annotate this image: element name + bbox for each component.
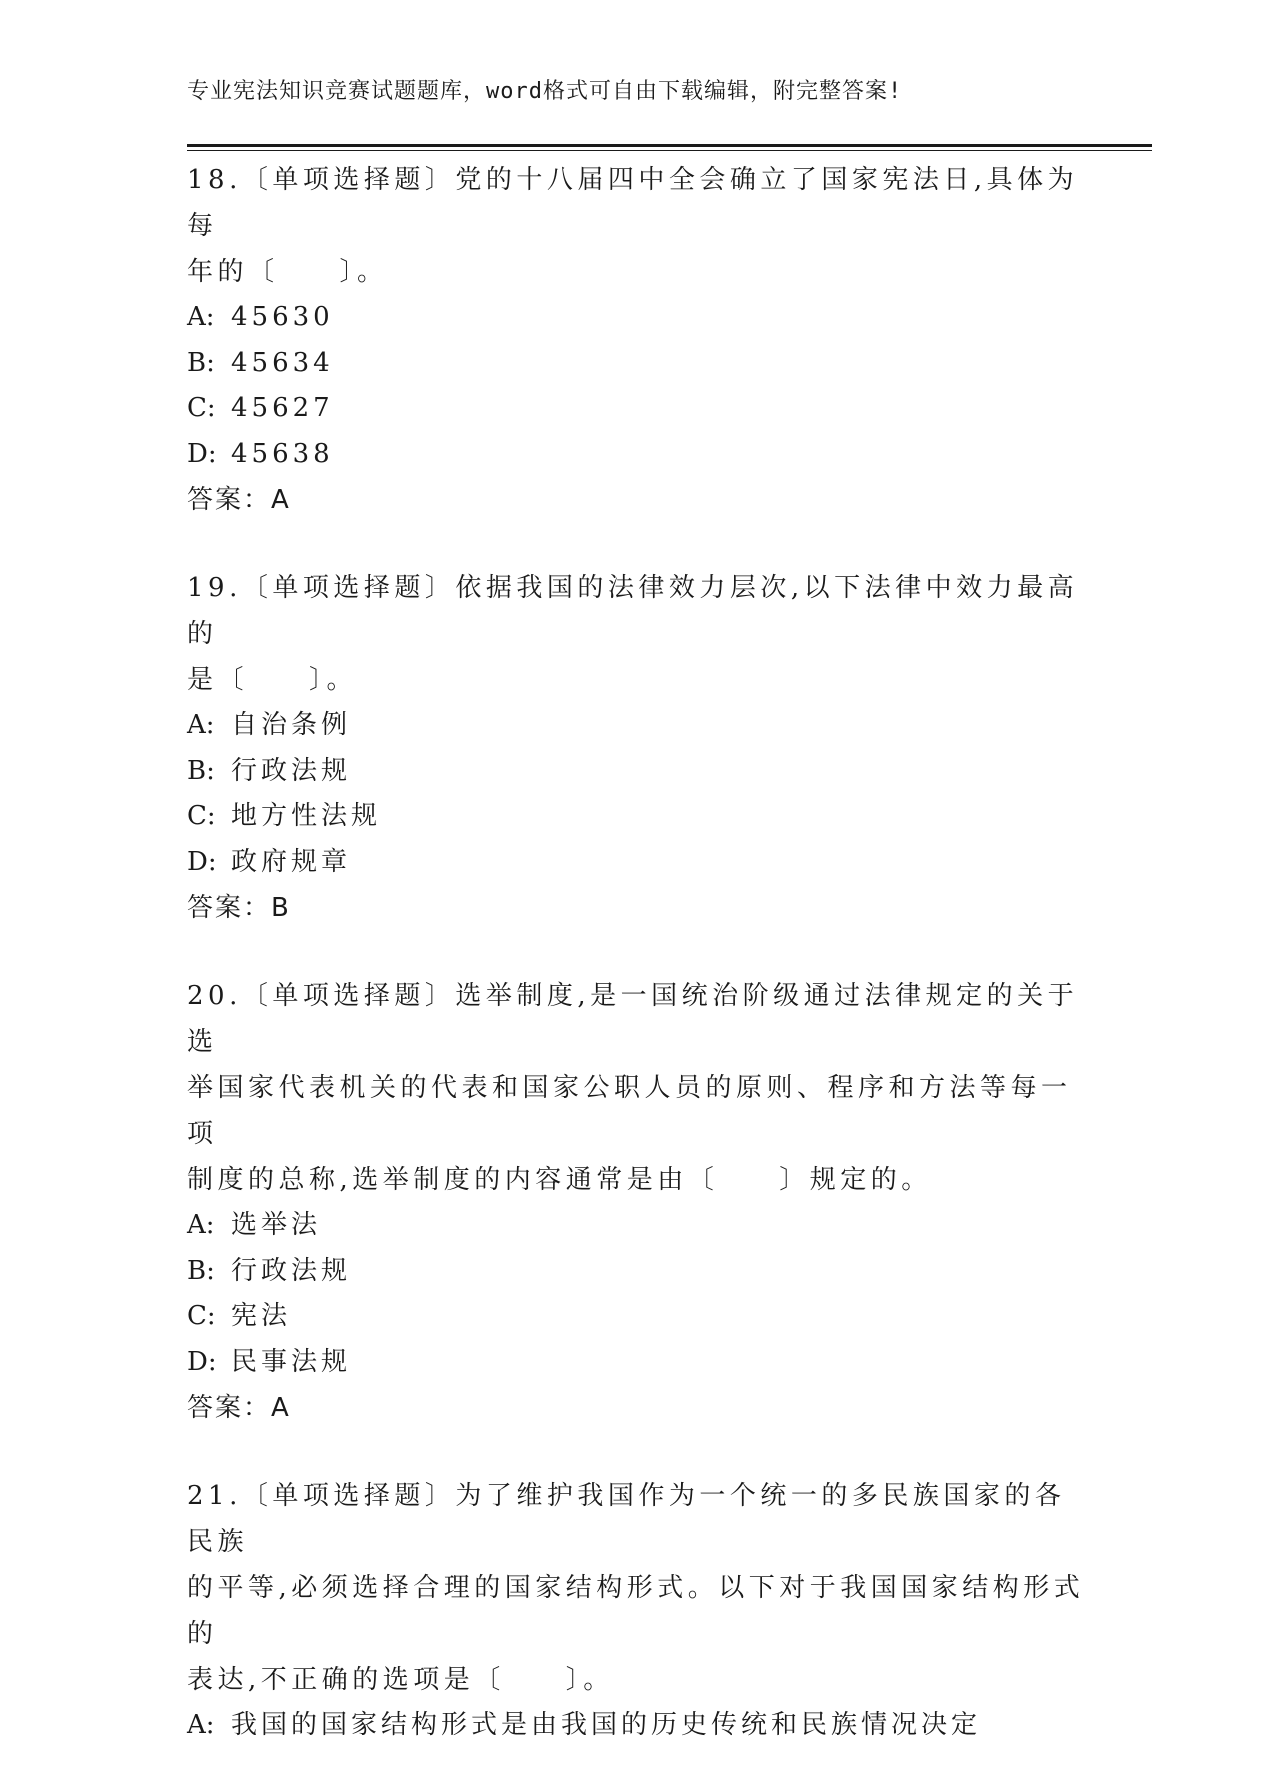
- option-text: 45630: [231, 302, 334, 332]
- answer-line: 答案：A: [187, 485, 291, 515]
- option-text: 45634: [231, 347, 334, 378]
- answer-option: [187, 432, 1087, 478]
- option-key: A:: [187, 302, 215, 332]
- option-text: 政府规章: [231, 846, 352, 877]
- question-stem-line: 的平等,必须选择合理的国家结构形式。以下对于我国国家结构形式的: [187, 1573, 1085, 1649]
- answer-option: [187, 386, 1087, 432]
- question-stem-line: 年的〔 〕。: [187, 257, 388, 287]
- question-stem-line: 是〔 〕。: [187, 665, 358, 695]
- question-block: [187, 973, 1087, 1431]
- answer-option: [187, 1203, 1087, 1249]
- question-stem-line: 举国家代表机关的代表和国家公职人员的原则、程序和方法等每一项: [187, 1073, 1072, 1149]
- answer-option: [187, 1294, 1087, 1340]
- answer-line: 答案：A: [187, 1393, 291, 1423]
- option-text: 自治条例: [231, 710, 352, 740]
- option-text: 民事法规: [231, 1346, 352, 1377]
- option-key: C:: [187, 801, 216, 831]
- answer-option: [187, 749, 1087, 795]
- question-stem-line: 制度的总称,选举制度的内容通常是由〔 〕规定的。: [187, 1165, 932, 1195]
- option-text: 行政法规: [231, 1255, 352, 1286]
- question-stem-line: 表达,不正确的选项是〔 〕。: [187, 1665, 614, 1695]
- option-key: A:: [187, 1210, 215, 1240]
- answer-option: [187, 1703, 1087, 1749]
- option-text: 45638: [231, 438, 334, 469]
- answer-option: [187, 794, 1087, 840]
- answer-option: [187, 840, 1087, 886]
- question-stem-line: 19.〔单项选择题〕依据我国的法律效力层次,以下法律中效力最高的: [187, 573, 1079, 649]
- answer-option: [187, 703, 1087, 749]
- option-text: 我国的国家结构形式是由我国的历史传统和民族情况决定: [231, 1710, 982, 1740]
- question-block: [187, 157, 1087, 523]
- option-key: A:: [187, 710, 215, 740]
- option-key: B:: [187, 347, 215, 378]
- question-stem-line: 20.〔单项选择题〕选举制度,是一国统治阶级通过法律规定的关于选: [187, 981, 1079, 1057]
- option-key: C:: [187, 1301, 216, 1331]
- option-text: 地方性法规: [231, 801, 382, 831]
- header-rule-thick: [187, 144, 1152, 147]
- question-list: [187, 157, 1087, 1791]
- option-key: B:: [187, 1255, 215, 1286]
- question-block: [187, 1473, 1087, 1749]
- answer-line: 答案：B: [187, 893, 291, 923]
- header-rule-thin: [187, 150, 1152, 151]
- question-stem-line: 21.〔单项选择题〕为了维护我国作为一个统一的多民族国家的各民族: [187, 1481, 1066, 1557]
- answer-option: [187, 1340, 1087, 1386]
- option-key: D:: [187, 846, 217, 877]
- option-key: C:: [187, 393, 216, 423]
- option-key: A:: [187, 1710, 215, 1740]
- question-block: [187, 565, 1087, 931]
- option-text: 行政法规: [231, 755, 352, 786]
- option-key: D:: [187, 438, 217, 469]
- answer-option: [187, 1249, 1087, 1295]
- option-text: 宪法: [231, 1301, 292, 1331]
- question-stem-line: 18.〔单项选择题〕党的十八届四中全会确立了国家宪法日,具体为每: [187, 165, 1079, 241]
- answer-option: [187, 295, 1087, 341]
- option-key: B:: [187, 755, 215, 786]
- option-text: 45627: [231, 393, 334, 423]
- document-header: 专业宪法知识竞赛试题题库，word格式可自由下载编辑，附完整答案!: [187, 79, 903, 104]
- option-text: 选举法: [231, 1210, 322, 1240]
- option-key: D:: [187, 1346, 217, 1377]
- answer-option: [187, 341, 1087, 387]
